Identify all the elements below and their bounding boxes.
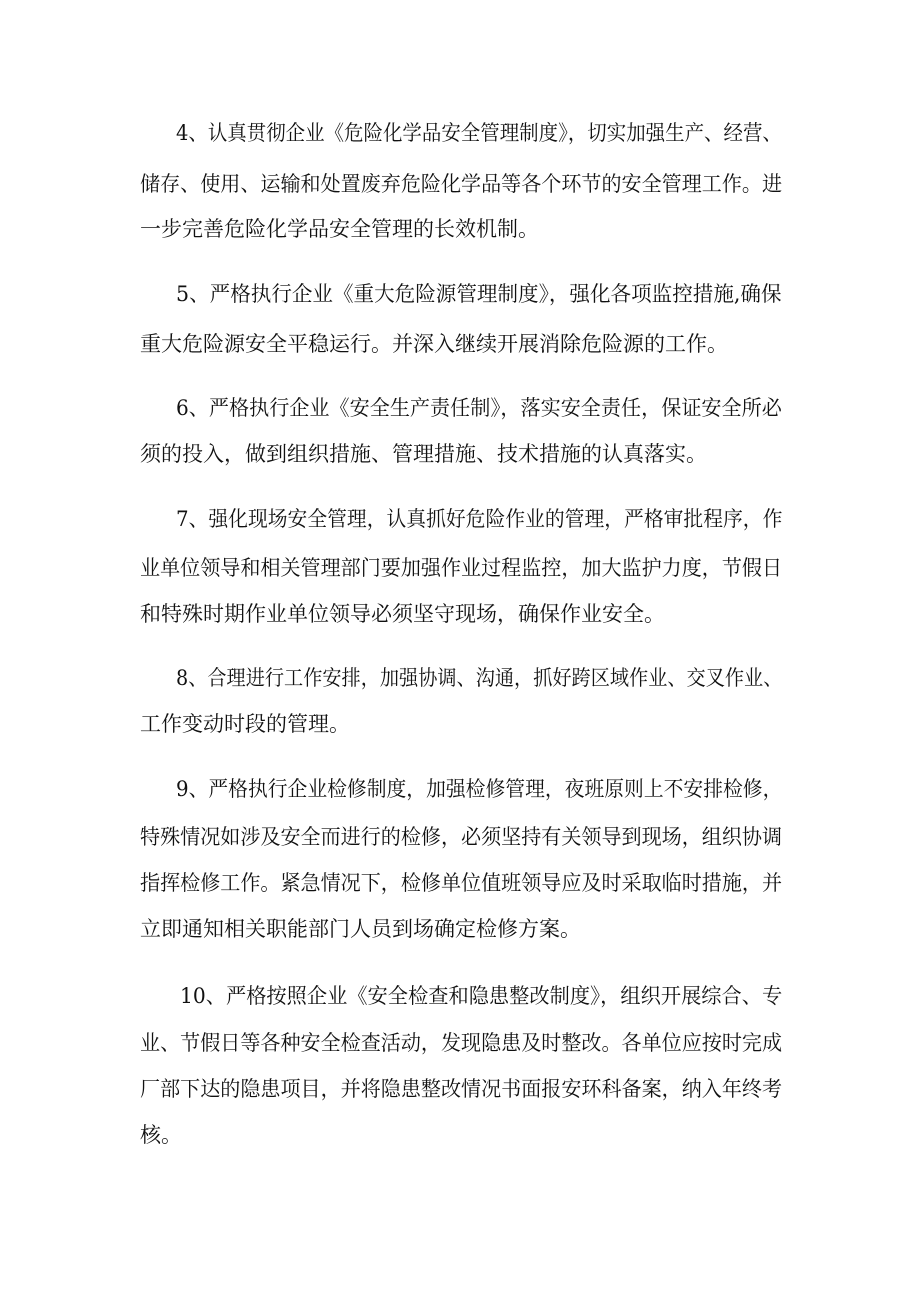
text-line: 业单位领导和相关管理部门要加强作业过程监控，加大监护力度，节假日: [140, 556, 783, 580]
text-line: 9、严格执行企业检修制度，加强检修管理，夜班原则上不安排检修，: [176, 777, 783, 801]
text-line: 7、强化现场安全管理，认真抓好危险作业的管理，严格审批程序，作: [176, 507, 783, 531]
text-line: 和特殊时期作业单位领导必须坚守现场，确保作业安全。: [140, 602, 665, 626]
text-line: 工作变动时段的管理。: [140, 712, 350, 736]
text-line: 须的投入，做到组织措施、管理措施、技术措施的认真落实。: [140, 442, 707, 466]
text-line: 业、节假日等各种安全检查活动，发现隐患及时整改。各单位应按时完成: [140, 1031, 783, 1055]
text-line: 厂部下达的隐患项目，并将隐患整改情况书面报安环科备案，纳入年终考: [140, 1077, 783, 1101]
text-line: 特殊情况如涉及安全而进行的检修，必须坚持有关领导到现场，组织协调: [140, 825, 783, 849]
text-line: 指挥检修工作。紧急情况下，检修单位值班领导应及时采取临时措施，并: [140, 871, 783, 895]
text-line: 10、严格按照企业《安全检查和隐患整改制度》，组织开展综合、专: [180, 984, 783, 1008]
text-line: 重大危险源安全平稳运行。并深入继续开展消除危险源的工作。: [140, 332, 728, 356]
text-line: 核。: [140, 1123, 182, 1147]
text-line: 立即通知相关职能部门人员到场确定检修方案。: [140, 917, 581, 941]
text-line: 4、认真贯彻企业《危险化学品安全管理制度》，切实加强生产、经营、: [176, 121, 782, 145]
text-line: 5、严格执行企业《重大危险源管理制度》，强化各项监控措施,确保: [176, 282, 782, 306]
text-line: 储存、使用、运输和处置废弃危险化学品等各个环节的安全管理工作。进: [140, 172, 783, 196]
text-line: 一步完善危险化学品安全管理的长效机制。: [140, 217, 539, 241]
text-line: 8、合理进行工作安排，加强协调、沟通，抓好跨区域作业、交叉作业、: [176, 666, 783, 690]
text-line: 6、严格执行企业《安全生产责任制》，落实安全责任，保证安全所必: [176, 396, 782, 420]
